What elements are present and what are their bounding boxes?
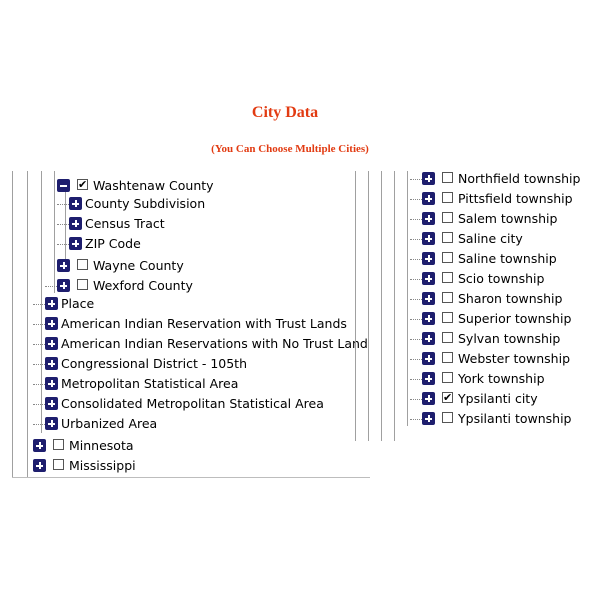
list-item-checkbox[interactable] [442, 292, 453, 303]
list-item-checkbox[interactable] [442, 412, 453, 423]
tree-item-label: Congressional District - 105th [61, 356, 247, 371]
tree-connector [410, 359, 422, 360]
tree-line [65, 185, 66, 265]
expand-icon[interactable] [69, 217, 82, 230]
expand-icon[interactable] [45, 397, 58, 410]
list-item-label: Pittsfield township [458, 191, 573, 206]
tree-item-label: Metropolitan Statistical Area [61, 376, 239, 391]
tree-connector [33, 304, 45, 305]
tree-connector [57, 244, 69, 245]
list-item-checkbox[interactable] [442, 332, 453, 343]
expand-icon[interactable] [422, 212, 435, 225]
list-item-checkbox[interactable] [442, 192, 453, 203]
list-item-label: Salem township [458, 211, 558, 226]
expand-icon[interactable] [57, 279, 70, 292]
expand-icon[interactable] [422, 192, 435, 205]
tree-connector [410, 199, 422, 200]
tree-item-label: Place [61, 296, 95, 311]
tree-line [394, 171, 395, 441]
tree-item-label: American Indian Reservation with Trust Lands [61, 316, 347, 331]
list-item-checkbox[interactable] [442, 272, 453, 283]
list-item-label: Saline city [458, 231, 523, 246]
expand-icon[interactable] [422, 352, 435, 365]
tree-line [54, 171, 55, 293]
expand-icon[interactable] [422, 292, 435, 305]
tree-item-label: County Subdivision [85, 196, 206, 211]
list-item-label: Webster township [458, 351, 571, 366]
tree-connector [410, 219, 422, 220]
list-item-checkbox[interactable] [442, 172, 453, 183]
list-item-label: Ypsilanti township [458, 411, 572, 426]
expand-icon[interactable] [422, 172, 435, 185]
expand-icon[interactable] [422, 252, 435, 265]
expand-icon[interactable] [422, 332, 435, 345]
washtenaw-checkbox[interactable]: ✔ [78, 178, 88, 191]
expand-icon[interactable] [45, 297, 58, 310]
tree-item-label: Census Tract [85, 216, 165, 231]
list-item-label: York township [458, 371, 545, 386]
expand-icon[interactable] [45, 337, 58, 350]
tree-line [41, 171, 42, 433]
tree-line [12, 171, 13, 478]
expand-icon[interactable] [422, 272, 435, 285]
expand-icon[interactable] [422, 232, 435, 245]
expand-icon[interactable] [33, 459, 46, 472]
tree-connector [410, 279, 422, 280]
expand-icon[interactable] [33, 439, 46, 452]
expand-icon[interactable] [422, 372, 435, 385]
list-item-label: Ypsilanti city [458, 391, 538, 406]
tree-connector [33, 344, 45, 345]
list-item-label: Sharon township [458, 291, 563, 306]
tree-line [368, 171, 369, 441]
tree-connector [33, 384, 45, 385]
tree-connector [410, 179, 422, 180]
expand-icon[interactable] [57, 259, 70, 272]
tree-connector [410, 419, 422, 420]
expand-icon[interactable] [69, 197, 82, 210]
list-item-label: Sylvan township [458, 331, 561, 346]
list-item-checkbox[interactable] [442, 232, 453, 243]
list-item-label: Northfield township [458, 171, 581, 186]
tree-item-label: Minnesota [69, 438, 134, 453]
panel-bottom-border [12, 477, 370, 478]
tree-connector [33, 364, 45, 365]
minnesota-checkbox[interactable] [53, 439, 64, 450]
collapse-icon[interactable] [57, 179, 70, 192]
expand-icon[interactable] [422, 412, 435, 425]
mississippi-checkbox[interactable] [53, 459, 64, 470]
expand-icon[interactable] [45, 377, 58, 390]
expand-icon[interactable] [45, 417, 58, 430]
tree-connector [410, 259, 422, 260]
list-item-checkbox[interactable] [442, 372, 453, 383]
tree-line [27, 171, 28, 478]
tree-connector [33, 324, 45, 325]
tree-connector [33, 404, 45, 405]
tree-line [381, 171, 382, 441]
tree-item-label: Consolidated Metropolitan Statistical Area [61, 396, 324, 411]
tree-item-label: Wexford County [93, 278, 193, 293]
tree-connector [33, 424, 45, 425]
list-item-label: Scio township [458, 271, 545, 286]
list-item-checkbox[interactable] [442, 352, 453, 363]
list-item-checkbox[interactable] [442, 312, 453, 323]
list-item-checkbox[interactable]: ✔ [443, 391, 453, 404]
tree-connector [410, 379, 422, 380]
tree-line [355, 171, 356, 441]
wayne-checkbox[interactable] [77, 259, 88, 270]
tree-item-label: Washtenaw County [93, 178, 214, 193]
wexford-checkbox[interactable] [77, 279, 88, 290]
list-item-label: Superior township [458, 311, 572, 326]
tree-connector [410, 399, 422, 400]
tree-item-label: Wayne County [93, 258, 184, 273]
tree-connector [410, 319, 422, 320]
tree-connector [410, 339, 422, 340]
tree-item-label: American Indian Reservations with No Trust Land [61, 336, 368, 351]
page-subtitle: (You Can Choose Multiple Cities) [211, 143, 369, 155]
tree-connector [57, 204, 69, 205]
expand-icon[interactable] [45, 317, 58, 330]
expand-icon[interactable] [69, 237, 82, 250]
list-item-checkbox[interactable] [442, 212, 453, 223]
page-title: City Data [251, 104, 319, 121]
left-tree-panel[interactable] [0, 171, 370, 478]
tree-item-label: Mississippi [69, 458, 136, 473]
tree-connector [57, 224, 69, 225]
expand-icon[interactable] [422, 392, 435, 405]
tree-item-label: Urbanized Area [61, 416, 158, 431]
tree-line [407, 171, 408, 426]
expand-icon[interactable] [45, 357, 58, 370]
tree-connector [410, 239, 422, 240]
right-tree-panel[interactable] [355, 171, 600, 441]
tree-connector [410, 299, 422, 300]
tree-connector [45, 286, 57, 287]
list-item-checkbox[interactable] [442, 252, 453, 263]
expand-icon[interactable] [422, 312, 435, 325]
tree-item-label: ZIP Code [85, 236, 141, 251]
list-item-label: Saline township [458, 251, 557, 266]
